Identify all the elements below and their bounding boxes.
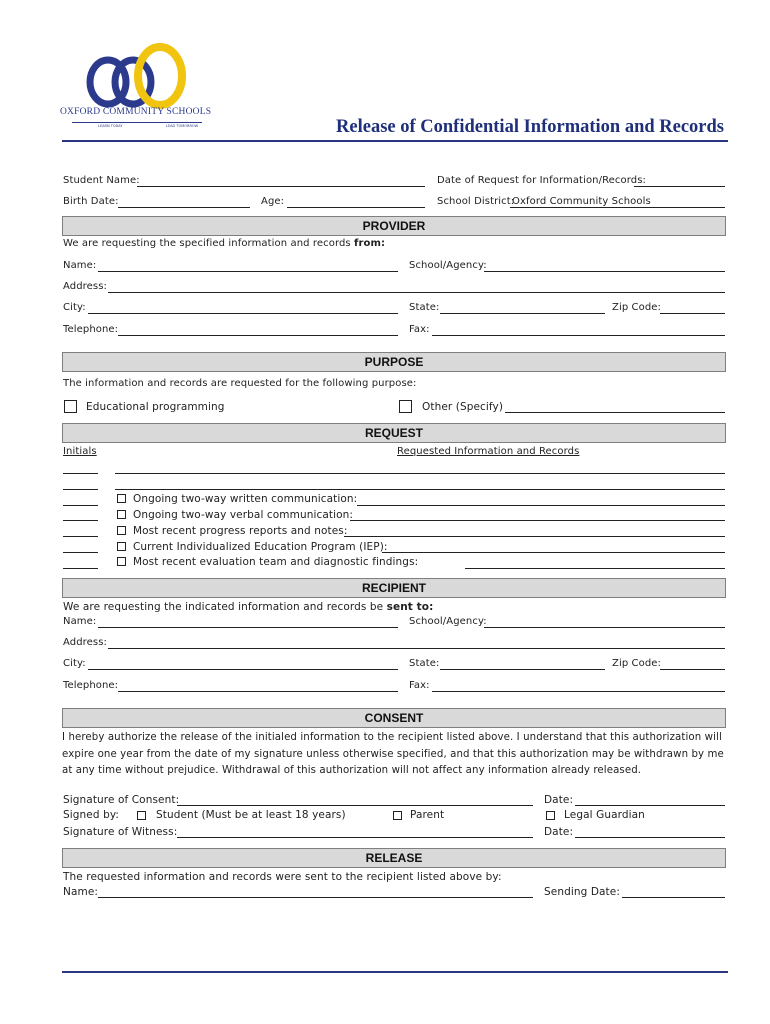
request-item-field[interactable]	[344, 536, 725, 537]
recipient-zip-label: Zip Code:	[612, 658, 662, 669]
recipient-zip-field[interactable]	[660, 669, 725, 670]
recipient-city-field[interactable]	[88, 669, 398, 670]
provider-fax-label: Fax:	[409, 324, 430, 335]
release-name-label: Name:	[63, 886, 99, 898]
provider-phone-label: Telephone:	[63, 324, 119, 335]
consent-date-label: Date:	[544, 794, 574, 806]
school-district-value: Oxford Community Schools	[512, 196, 651, 207]
student-checkbox[interactable]	[137, 811, 146, 820]
legal-guardian-option-label: Legal Guardian	[564, 809, 645, 821]
consent-signature-label: Signature of Consent:	[63, 794, 180, 806]
recipient-header: RECIPIENT	[62, 578, 726, 598]
request-item-checkbox[interactable]	[117, 542, 126, 551]
recipient-state-field[interactable]	[440, 669, 605, 670]
initials-field[interactable]	[63, 568, 98, 569]
release-name-field[interactable]	[98, 897, 533, 898]
provider-city-field[interactable]	[88, 313, 398, 314]
initials-column-label: Initials	[63, 446, 97, 457]
provider-state-field[interactable]	[440, 313, 605, 314]
recipient-phone-field[interactable]	[118, 691, 398, 692]
provider-intro	[63, 238, 385, 249]
recipient-address-field[interactable]	[108, 648, 725, 649]
student-name-label: Student Name:	[63, 175, 140, 186]
consent-text: I hereby authorize the release of the initialed information to the recipient listed above. I understand that this authorization will expire one year from the date of my signature unless otherwise specified, and that this authorization may be withdrawn by me at any time without prejudice. Withdrawal of this authorization will not affect any information already released.	[62, 732, 724, 776]
provider-state-label: State:	[409, 302, 440, 313]
request-item-field[interactable]	[350, 520, 725, 521]
recipient-city-label: City:	[63, 658, 86, 669]
other-purpose-label: Other (Specify)	[422, 401, 504, 413]
provider-zip-field[interactable]	[660, 313, 725, 314]
initials-field[interactable]	[63, 552, 98, 553]
recipient-address-label: Address:	[63, 637, 107, 648]
sending-date-label: Sending Date:	[544, 886, 620, 898]
witness-date-label: Date:	[544, 826, 574, 838]
consent-signature-field[interactable]	[177, 805, 533, 806]
request-item-checkbox[interactable]	[117, 557, 126, 566]
provider-zip-label: Zip Code:	[612, 302, 662, 313]
footer-rule	[62, 971, 728, 973]
recipient-fax-label: Fax:	[409, 680, 430, 691]
consent-header: CONSENT	[62, 708, 726, 728]
sending-date-field[interactable]	[622, 897, 725, 898]
student-name-field[interactable]	[137, 186, 425, 187]
request-date-label: Date of Request for Information/Records:	[437, 175, 647, 186]
recipient-school-field[interactable]	[484, 627, 725, 628]
request-header: REQUEST	[62, 423, 726, 443]
recipient-phone-label: Telephone:	[63, 680, 119, 691]
recipient-name-field[interactable]	[98, 627, 398, 628]
provider-city-label: City:	[63, 302, 86, 313]
request-item-field[interactable]	[465, 568, 725, 569]
request-item-label: Most recent evaluation team and diagnostic findings:	[133, 556, 419, 568]
request-item-checkbox[interactable]	[117, 510, 126, 519]
witness-signature-field[interactable]	[177, 837, 533, 838]
provider-header: PROVIDER	[62, 216, 726, 236]
age-label: Age:	[261, 196, 285, 207]
initials-field[interactable]	[63, 489, 98, 490]
recipient-name-label: Name:	[63, 616, 97, 627]
educational-programming-label: Educational programming	[86, 401, 225, 413]
title-rule	[62, 140, 728, 142]
recipient-school-label: School/Agency:	[409, 616, 487, 627]
release-intro: The requested information and records were sent to the recipient listed above by:	[63, 871, 502, 883]
age-field[interactable]	[287, 207, 425, 208]
requested-records-field[interactable]	[115, 473, 725, 474]
release-header: RELEASE	[62, 848, 726, 868]
request-item-checkbox[interactable]	[117, 526, 126, 535]
school-district-field[interactable]	[510, 207, 725, 208]
purpose-header: PURPOSE	[62, 352, 726, 372]
parent-option-label: Parent	[410, 809, 445, 821]
recipient-intro-bold: sent to:	[386, 601, 434, 613]
signed-by-label: Signed by:	[63, 809, 120, 821]
witness-date-field[interactable]	[575, 837, 725, 838]
request-date-field[interactable]	[634, 186, 725, 187]
provider-fax-field[interactable]	[432, 335, 725, 336]
initials-field[interactable]	[63, 505, 98, 506]
request-item-label: Current Individualized Education Program (IEP):	[133, 541, 388, 553]
request-item-label: Ongoing two-way verbal communication:	[133, 509, 354, 521]
logo-tagline-left: LEARN TODAY	[98, 124, 123, 128]
request-item-checkbox[interactable]	[117, 494, 126, 503]
legal-guardian-checkbox[interactable]	[546, 811, 555, 820]
other-purpose-checkbox[interactable]	[399, 400, 412, 413]
request-item-label: Most recent progress reports and notes:	[133, 525, 348, 537]
provider-address-field[interactable]	[108, 292, 725, 293]
student-option-label: Student (Must be at least 18 years)	[156, 809, 346, 821]
initials-field[interactable]	[63, 520, 98, 521]
birth-date-label: Birth Date:	[63, 196, 119, 207]
educational-programming-checkbox[interactable]	[64, 400, 77, 413]
witness-signature-label: Signature of Witness:	[63, 826, 178, 838]
school-logo	[58, 40, 218, 140]
recipient-intro	[63, 601, 433, 613]
provider-school-field[interactable]	[484, 271, 725, 272]
recipient-state-label: State:	[409, 658, 440, 669]
requested-records-field[interactable]	[115, 489, 725, 490]
birth-date-field[interactable]	[118, 207, 250, 208]
recipient-intro-text: We are requesting the indicated information and records be	[63, 601, 384, 613]
page-title: Release of Confidential Information and Records	[336, 117, 724, 137]
request-item-field[interactable]	[382, 552, 725, 553]
requested-records-column-label: Requested Information and Records	[397, 446, 580, 457]
provider-name-label: Name:	[63, 260, 97, 271]
provider-school-label: School/Agency:	[409, 260, 487, 271]
provider-name-field[interactable]	[98, 271, 398, 272]
parent-checkbox[interactable]	[393, 811, 402, 820]
initials-field[interactable]	[63, 473, 98, 474]
consent-date-field[interactable]	[575, 805, 725, 806]
other-purpose-field[interactable]	[505, 412, 725, 413]
request-item-label: Ongoing two-way written communication:	[133, 493, 358, 505]
purpose-intro: The information and records are requested for the following purpose:	[63, 378, 417, 389]
request-item-field[interactable]	[357, 505, 725, 506]
logo-name: OXFORD COMMUNITY SCHOOLS	[60, 107, 212, 117]
recipient-fax-field[interactable]	[432, 691, 725, 692]
logo-tagline-rule	[72, 122, 202, 123]
provider-intro-text: We are requesting the specified information and records	[63, 238, 351, 249]
school-district-label: School District:	[437, 196, 515, 207]
provider-address-label: Address:	[63, 281, 107, 292]
logo-tagline-right: LEAD TOMORROW	[166, 124, 199, 128]
initials-field[interactable]	[63, 536, 98, 537]
provider-intro-bold: from:	[354, 238, 386, 249]
provider-phone-field[interactable]	[118, 335, 398, 336]
